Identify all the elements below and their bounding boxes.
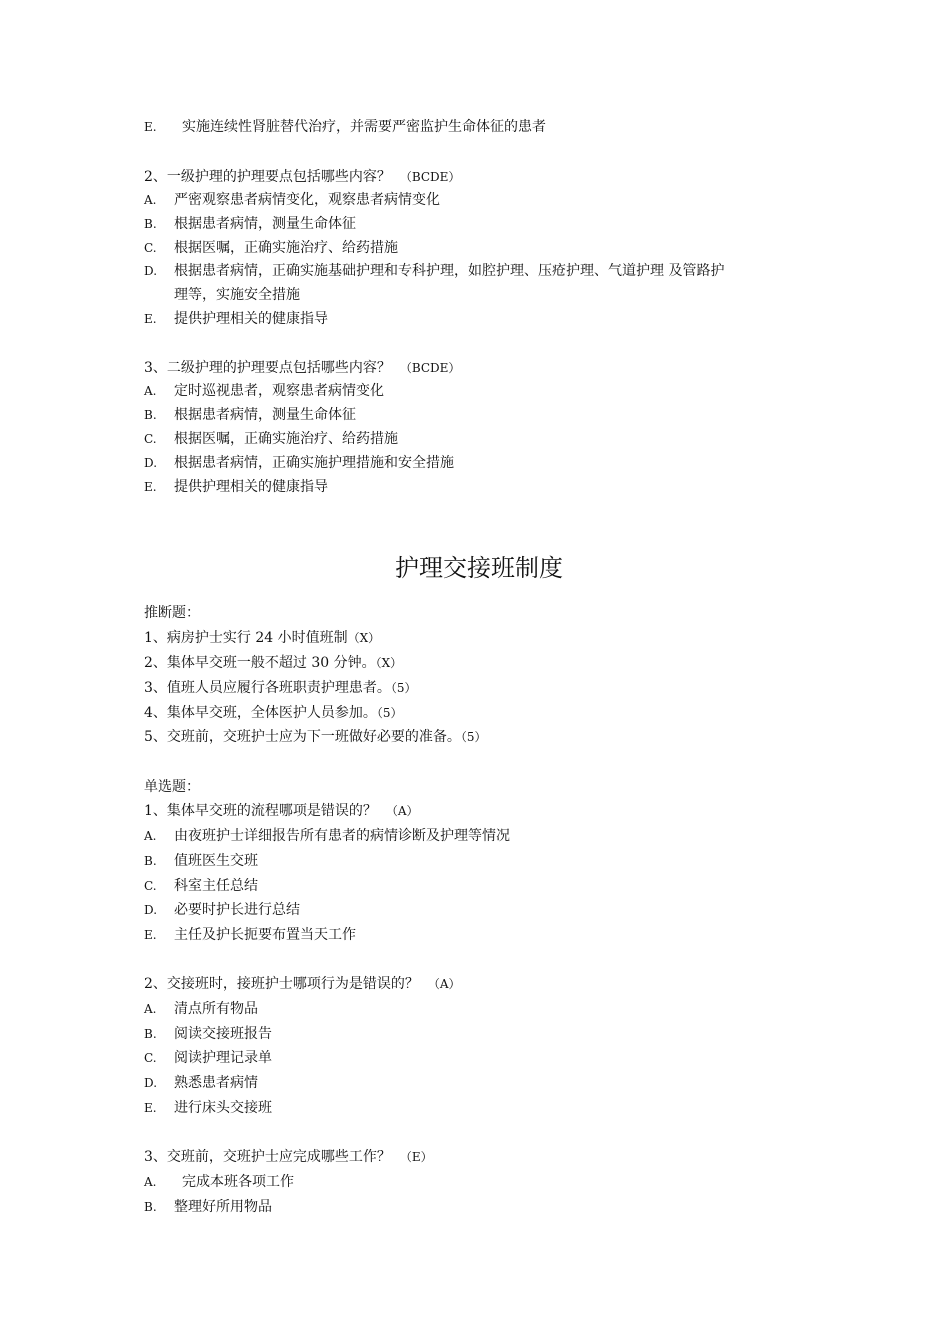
option-text: 严密观察患者病情变化，观察患者病情变化 <box>174 192 440 208</box>
option-text: 根据患者病情，正确实施护理措施和安全措施 <box>174 455 454 471</box>
option <box>144 309 328 329</box>
option-text: 由夜班护士详细报告所有患者的病情诊断及护理等情况 <box>174 828 510 844</box>
answer-key: （A） <box>385 804 419 818</box>
stem-text: 2、一级护理的护理要点包括哪些内容？ <box>144 169 391 185</box>
answer-key: （BCDE） <box>399 361 461 375</box>
answer-key: （5） <box>460 730 487 744</box>
item-text: 5、交班前，交班护士应为下一班做好必要的准备。 <box>144 729 461 745</box>
option-letter: C. <box>144 1051 157 1065</box>
option-text: 科室主任总结 <box>174 878 258 894</box>
option-letter: E. <box>144 312 157 326</box>
option <box>144 238 398 258</box>
item-text: 2、集体早交班一般不超过 30 分钟。 <box>144 655 376 671</box>
option-letter: E. <box>144 120 157 134</box>
judgement-item <box>144 678 417 698</box>
option-text: 定时巡视患者，观察患者病情变化 <box>174 383 384 399</box>
answer-key: （X） <box>347 631 381 645</box>
stem-text: 3、二级护理的护理要点包括哪些内容？ <box>144 360 391 376</box>
option-letter: E. <box>144 928 157 942</box>
answer-key: （E） <box>399 1150 433 1164</box>
option-letter: D. <box>144 903 158 917</box>
item-text: 3、值班人员应履行各班职责护理患者。 <box>144 680 391 696</box>
option <box>144 405 356 425</box>
option-letter: B. <box>144 217 157 231</box>
prev-option-e <box>144 117 546 137</box>
answer-key: （BCDE） <box>399 170 461 184</box>
option-letter: B. <box>144 854 157 868</box>
option-text: 实施连续性肾脏替代治疗，并需要严密监护生命体征的患者 <box>182 119 546 135</box>
option <box>144 876 258 896</box>
option <box>144 1098 272 1118</box>
option <box>144 214 356 234</box>
option <box>144 1073 258 1093</box>
option-text: 完成本班各项工作 <box>182 1174 294 1190</box>
judgement-item <box>144 628 380 648</box>
option-letter: A. <box>144 1175 157 1189</box>
option-text: 根据医嘱，正确实施治疗、给药措施 <box>174 240 398 256</box>
option-text: 整理好所用物品 <box>174 1199 272 1215</box>
option-text: 熟悉患者病情 <box>174 1075 258 1091</box>
answer-key: （X） <box>375 656 403 670</box>
stem-text: 2、交接班时，接班护士哪项行为是错误的？ <box>144 976 419 992</box>
answer-key: （5） <box>376 706 403 720</box>
judgement-item <box>144 727 487 747</box>
option <box>144 477 328 497</box>
option <box>144 826 510 846</box>
option <box>144 1197 272 1217</box>
option-text: 根据患者病情，正确实施基础护理和专科护理，如腔护理、压疮护理、气道护理 及管路护 <box>174 263 725 279</box>
option-letter: A. <box>144 829 157 843</box>
option-letter: D. <box>144 1076 158 1090</box>
option-text: 必要时护长进行总结 <box>174 902 300 918</box>
judgement-item <box>144 703 403 723</box>
option-letter: D. <box>144 456 158 470</box>
option-letter: C. <box>144 879 157 893</box>
option-letter: A. <box>144 193 157 207</box>
option <box>144 1048 272 1068</box>
judgement-item <box>144 653 402 673</box>
option <box>144 381 384 401</box>
option-letter: A. <box>144 384 157 398</box>
option <box>144 190 440 210</box>
option <box>144 261 724 281</box>
question-stem <box>144 974 460 994</box>
option <box>144 429 398 449</box>
option-continuation: 理等，实施安全措施 <box>174 287 300 303</box>
option <box>144 900 300 920</box>
option-letter: E. <box>144 480 157 494</box>
option-text: 提供护理相关的健康指导 <box>174 311 328 327</box>
option-text: 清点所有物品 <box>174 1001 258 1017</box>
option-text: 阅读交接班报告 <box>174 1026 272 1042</box>
section-title: 护理交接班制度 <box>395 554 563 582</box>
option-letter: D. <box>144 264 158 278</box>
option-text: 主任及护长扼要布置当天工作 <box>174 927 356 943</box>
option <box>144 999 258 1019</box>
option-letter: C. <box>144 241 157 255</box>
item-text: 4、集体早交班，全体医护人员参加。 <box>144 705 377 721</box>
option-letter: A. <box>144 1002 157 1016</box>
stem-text: 3、交班前，交班护士应完成哪些工作？ <box>144 1149 391 1165</box>
option-text: 根据患者病情，测量生命体征 <box>174 216 356 232</box>
option-letter: E. <box>144 1101 157 1115</box>
option <box>144 1024 272 1044</box>
option <box>144 1172 294 1192</box>
question-stem <box>144 1147 433 1167</box>
question-stem <box>144 801 418 821</box>
option-text: 阅读护理记录单 <box>174 1050 272 1066</box>
question-stem <box>144 167 460 187</box>
option-letter: B. <box>144 408 157 422</box>
option-letter: B. <box>144 1027 157 1041</box>
answer-key: （5） <box>390 681 417 695</box>
option-text: 根据患者病情，测量生命体征 <box>174 407 356 423</box>
answer-key: （A） <box>427 977 461 991</box>
stem-text: 1、集体早交班的流程哪项是错误的？ <box>144 803 377 819</box>
option <box>144 453 454 473</box>
section-heading: 推断题： <box>144 605 200 621</box>
option-letter: C. <box>144 432 157 446</box>
option-text: 提供护理相关的健康指导 <box>174 479 328 495</box>
item-text: 1、病房护士实行 24 小时值班制 <box>144 630 348 646</box>
option <box>144 851 258 871</box>
option-text: 根据医嘱，正确实施治疗、给药措施 <box>174 431 398 447</box>
option <box>144 925 356 945</box>
section-heading: 单选题： <box>144 779 200 795</box>
option-text: 值班医生交班 <box>174 853 258 869</box>
option-letter: B. <box>144 1200 157 1214</box>
option-text: 进行床头交接班 <box>174 1100 272 1116</box>
question-stem <box>144 358 460 378</box>
